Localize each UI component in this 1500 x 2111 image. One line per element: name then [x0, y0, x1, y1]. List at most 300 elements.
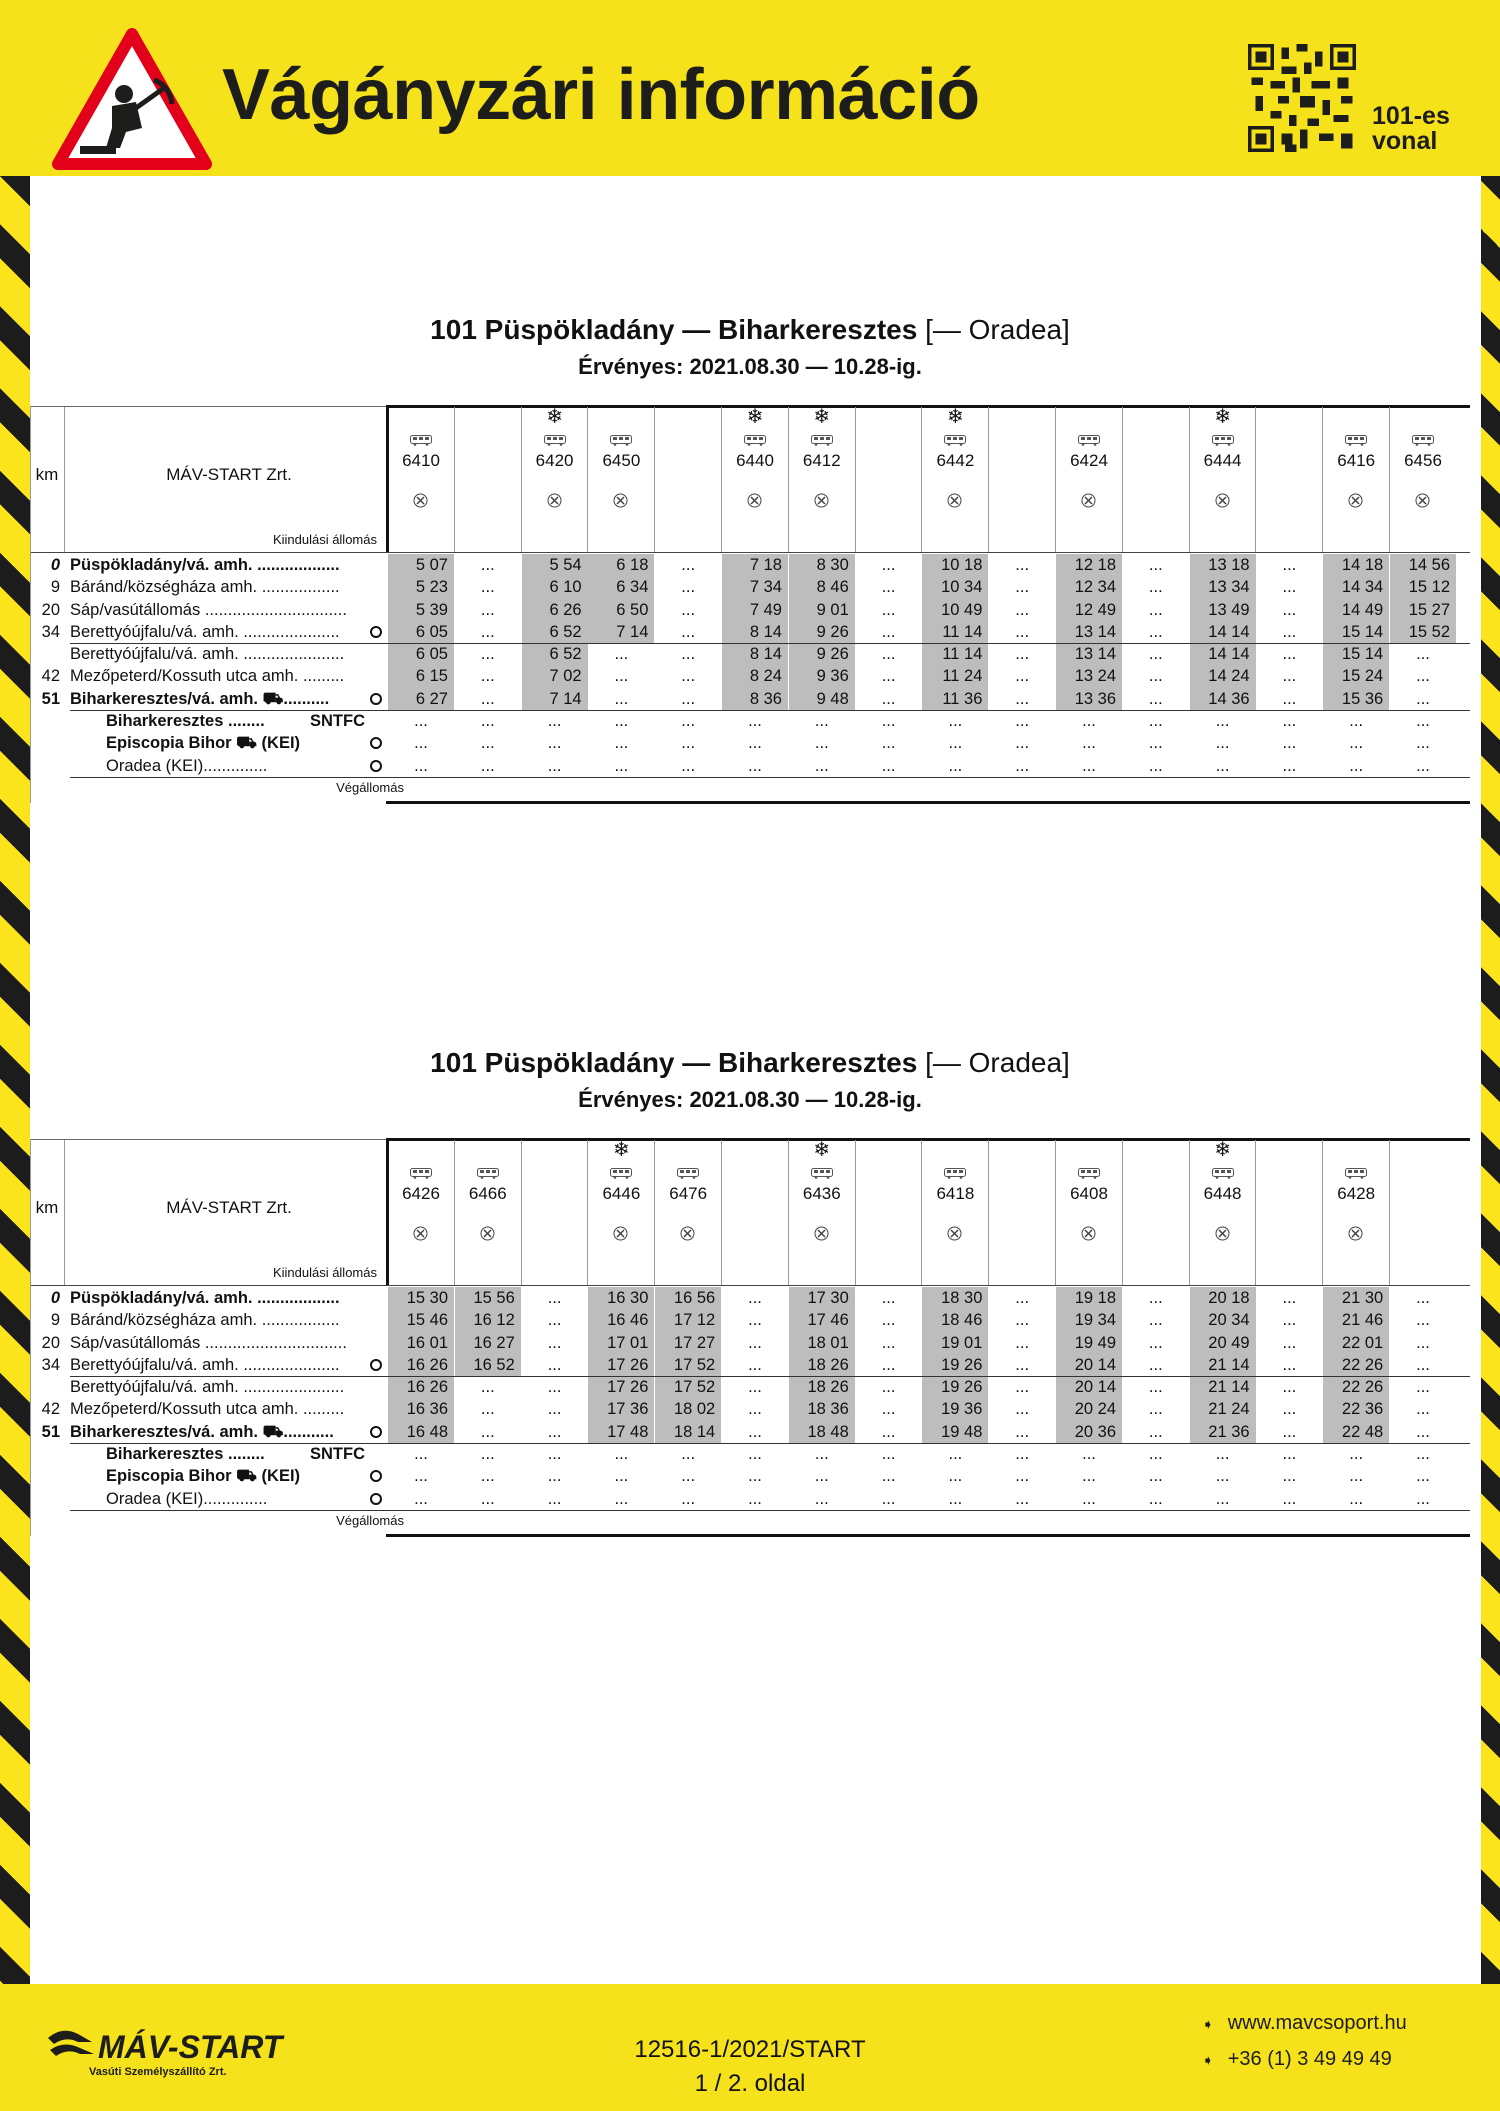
time-cell: ... — [1416, 1311, 1430, 1330]
time-cell: ... — [881, 1422, 896, 1441]
train-number: 6444 — [1203, 451, 1242, 470]
time-cell: ... — [1282, 1355, 1297, 1374]
time-cell: ... — [1282, 667, 1297, 686]
train-column — [388, 1140, 454, 1285]
time-cell: 19 34 — [1056, 1309, 1122, 1331]
time-cell: ... — [814, 1445, 829, 1464]
time-cell: 16 27 — [455, 1332, 521, 1354]
time-cell: ... — [1282, 756, 1297, 775]
time-cell: ... — [748, 1333, 762, 1352]
bus-icon — [1412, 433, 1434, 444]
time-cell: ... — [1015, 600, 1030, 619]
time-cell: ... — [1082, 1445, 1096, 1464]
table-row — [30, 1421, 1470, 1443]
time-cell: ... — [881, 1400, 896, 1419]
train-number: 6450 — [602, 451, 641, 470]
station-name: Biharkeresztes ........ — [106, 1445, 265, 1464]
time-cell: ... — [1282, 556, 1297, 574]
time-cell: 16 30 — [588, 1287, 654, 1309]
time-cell: ... — [814, 712, 829, 731]
time-cell: 11 36 — [922, 688, 988, 710]
time-cell: ... — [748, 1467, 762, 1486]
bus-icon — [811, 433, 833, 444]
time-cell: ... — [1015, 1333, 1030, 1352]
time-cell: ... — [480, 1467, 495, 1486]
train-column — [922, 407, 988, 552]
time-cell: 10 49 — [922, 599, 988, 621]
station-name: Berettyóújfalu/vá. amh. ...................... — [70, 1378, 345, 1397]
time-cell: 13 14 — [1056, 643, 1122, 665]
station-name: Berettyóújfalu/vá. amh. ..................... — [70, 1355, 340, 1374]
stop-circle-icon — [370, 1359, 382, 1371]
time-cell: ... — [681, 734, 696, 753]
time-cell: ... — [480, 578, 495, 597]
station-name: Báránd/községháza amh. ................. — [70, 578, 340, 597]
time-cell: ... — [1416, 1289, 1430, 1307]
time-cell: ... — [881, 689, 896, 708]
time-cell: 6 27 — [388, 688, 454, 710]
time-cell: ... — [480, 1422, 495, 1441]
time-cell: ... — [547, 1422, 562, 1441]
station-name: Episcopia Bihor ⛟ (KEI) — [106, 734, 301, 753]
time-cell: ... — [681, 622, 696, 641]
time-cell: 17 46 — [789, 1309, 855, 1331]
time-cell: ... — [681, 712, 696, 731]
time-cell: 19 18 — [1056, 1287, 1122, 1309]
time-cell: 13 18 — [1190, 554, 1256, 576]
time-cell: 20 49 — [1190, 1332, 1256, 1354]
time-cell: ... — [1416, 667, 1430, 686]
service-symbol-icon — [1081, 1226, 1096, 1241]
time-cell: 17 26 — [588, 1354, 654, 1376]
train-column — [1056, 1140, 1122, 1285]
time-cell: 22 26 — [1323, 1354, 1389, 1376]
time-cell: ... — [480, 1489, 495, 1508]
time-cell: 7 14 — [588, 621, 654, 643]
train-column — [522, 407, 588, 552]
time-cell: 17 01 — [588, 1332, 654, 1354]
time-cell: ... — [1148, 667, 1163, 686]
time-cell: ... — [1416, 1445, 1430, 1464]
time-cell: ... — [614, 1489, 629, 1508]
time-cell: ... — [881, 1445, 896, 1464]
train-number: 6456 — [1404, 451, 1442, 470]
time-cell: ... — [1215, 756, 1230, 775]
time-cell: ... — [1015, 1445, 1030, 1464]
time-cell: ... — [748, 1445, 762, 1464]
time-cell: 8 36 — [722, 688, 788, 710]
train-column — [856, 407, 922, 552]
time-cell: ... — [1282, 1489, 1297, 1508]
website-link[interactable]: ➧ www.mavcsoport.hu — [1202, 2012, 1407, 2034]
time-cell: ... — [881, 1378, 896, 1397]
table-row — [30, 643, 1470, 665]
time-cell: ... — [748, 756, 762, 775]
service-symbol-icon — [947, 1226, 962, 1241]
time-cell: ... — [1015, 645, 1030, 664]
bus-icon — [677, 1166, 699, 1177]
time-cell: 9 36 — [789, 665, 855, 687]
time-cell: 6 15 — [388, 665, 454, 687]
time-cell: ... — [414, 756, 428, 775]
service-symbol-icon — [680, 1226, 695, 1241]
time-cell: 6 34 — [588, 576, 654, 598]
time-cell: ... — [1349, 734, 1364, 753]
timetable-2-title: 101 Püspökladány — Biharkeresztes [— Oradea] — [430, 1047, 1070, 1078]
train-number: 6446 — [602, 1184, 641, 1203]
time-cell: ... — [881, 1489, 896, 1508]
time-cell: 15 36 — [1323, 688, 1389, 710]
stop-circle-icon — [370, 626, 382, 638]
time-cell: 15 14 — [1323, 621, 1389, 643]
time-cell: ... — [1282, 1289, 1297, 1307]
time-cell: ... — [881, 734, 896, 753]
time-cell: 19 48 — [922, 1421, 988, 1443]
time-cell: 8 14 — [722, 621, 788, 643]
time-cell: ... — [1282, 1445, 1297, 1464]
time-cell: 18 01 — [789, 1332, 855, 1354]
km-header: km — [35, 1198, 59, 1217]
line-label: 101-es vonal — [1372, 102, 1450, 155]
snowflake-icon: ❄ — [746, 406, 764, 428]
time-cell: 9 48 — [789, 688, 855, 710]
time-cell: 13 34 — [1190, 576, 1256, 598]
bus-icon — [944, 433, 966, 444]
time-cell: ... — [547, 1355, 562, 1374]
time-cell: ... — [814, 1489, 829, 1508]
time-cell: ... — [1416, 645, 1430, 664]
train-number: 6466 — [468, 1184, 507, 1203]
time-cell: ... — [480, 689, 495, 708]
bus-icon — [1078, 1166, 1100, 1177]
time-cell: 22 36 — [1323, 1398, 1389, 1420]
time-cell: 16 26 — [388, 1354, 454, 1376]
time-cell: ... — [1148, 689, 1163, 708]
time-cell: ... — [1282, 1400, 1297, 1419]
timetable-1-title: 101 Püspökladány — Biharkeresztes [— Oradea] — [430, 314, 1070, 345]
service-symbol-icon — [1215, 1226, 1230, 1241]
time-cell: ... — [414, 1489, 428, 1508]
time-cell: ... — [681, 556, 696, 574]
train-column — [588, 407, 654, 552]
time-cell: 15 24 — [1323, 665, 1389, 687]
table-row — [30, 1354, 1470, 1376]
time-cell: ... — [1282, 622, 1297, 641]
km-value: 51 — [41, 1422, 60, 1441]
time-cell: ... — [1015, 1489, 1030, 1508]
time-cell: ... — [414, 712, 428, 731]
time-cell: ... — [1082, 756, 1096, 775]
time-cell: 12 34 — [1056, 576, 1122, 598]
km-value: 20 — [41, 600, 60, 619]
logo-subtitle: Vasúti Személyszállító Zrt. — [89, 2066, 227, 2078]
time-cell: ... — [1148, 1489, 1163, 1508]
km-value: 51 — [41, 689, 60, 708]
train-column — [1256, 407, 1322, 552]
time-cell: 5 54 — [522, 554, 588, 576]
time-cell: 14 56 — [1390, 554, 1456, 576]
time-cell: ... — [881, 645, 896, 664]
time-cell: ... — [1282, 1333, 1297, 1352]
service-symbol-icon — [613, 493, 628, 508]
time-cell: 21 36 — [1190, 1421, 1256, 1443]
table-row — [30, 1488, 1470, 1510]
header-band — [0, 0, 1500, 176]
time-cell: 14 34 — [1323, 576, 1389, 598]
time-cell: 15 12 — [1390, 576, 1456, 598]
time-cell: ... — [748, 1489, 762, 1508]
train-column — [856, 1140, 922, 1285]
operator-header: MÁV-START Zrt. — [166, 1198, 292, 1217]
time-cell: ... — [1282, 689, 1297, 708]
time-cell: ... — [1015, 1400, 1030, 1419]
logo-text: MÁV-START — [98, 2029, 283, 2065]
time-cell: ... — [1215, 712, 1230, 731]
bus-icon — [477, 1166, 499, 1177]
time-cell: ... — [1148, 622, 1163, 641]
timetable-header — [30, 406, 1470, 551]
time-cell: ... — [1282, 1422, 1297, 1441]
service-symbol-icon — [814, 1226, 829, 1241]
time-cell: ... — [681, 1489, 696, 1508]
arrow-icon: ➧ — [1202, 2016, 1214, 2032]
table-row — [30, 1332, 1470, 1354]
train-column — [455, 1140, 521, 1285]
time-cell: 14 14 — [1190, 621, 1256, 643]
time-cell: 9 26 — [789, 621, 855, 643]
time-cell: ... — [1015, 622, 1030, 641]
time-cell: ... — [881, 578, 896, 597]
station-name: Mezőpeterd/Kossuth utca amh. ......... — [70, 1400, 345, 1419]
time-cell: 8 30 — [789, 554, 855, 576]
time-cell: ... — [1148, 756, 1163, 775]
time-cell: 11 14 — [922, 643, 988, 665]
time-cell: ... — [814, 734, 829, 753]
km-value: 34 — [41, 622, 60, 641]
service-symbol-icon — [413, 1226, 428, 1241]
time-cell: ... — [1416, 1355, 1430, 1374]
time-cell: ... — [1416, 1400, 1430, 1419]
time-cell: ... — [948, 756, 963, 775]
time-cell: ... — [1148, 1333, 1163, 1352]
station-name: Mezőpeterd/Kossuth utca amh. ......... — [70, 667, 345, 686]
time-cell: ... — [881, 712, 896, 731]
time-cell: 18 46 — [922, 1309, 988, 1331]
time-cell: 5 39 — [388, 599, 454, 621]
stop-circle-icon — [370, 1426, 382, 1438]
time-cell: ... — [480, 1378, 495, 1397]
time-cell: ... — [748, 734, 762, 753]
snowflake-icon: ❄ — [1214, 406, 1231, 428]
time-cell: ... — [748, 1355, 762, 1374]
time-cell: ... — [681, 667, 696, 686]
train-number: 6448 — [1203, 1184, 1242, 1203]
table-row — [30, 732, 1470, 754]
time-cell: ... — [1282, 600, 1297, 619]
time-cell: 21 46 — [1323, 1309, 1389, 1331]
time-cell: ... — [1148, 600, 1163, 619]
train-column — [989, 407, 1055, 552]
qr-code-icon — [1248, 44, 1356, 152]
time-cell: 18 30 — [922, 1287, 988, 1309]
train-number: 6410 — [402, 451, 440, 470]
km-value: 42 — [41, 1400, 60, 1419]
table-row — [30, 688, 1470, 710]
table-row — [30, 1465, 1470, 1487]
table-row — [30, 1398, 1470, 1420]
time-cell: ... — [1148, 1311, 1163, 1330]
time-cell: ... — [1015, 689, 1030, 708]
train-column — [1256, 1140, 1322, 1285]
time-cell: 15 52 — [1390, 621, 1456, 643]
time-cell: ... — [614, 1445, 629, 1464]
time-cell: ... — [881, 622, 896, 641]
train-number: 6420 — [535, 451, 574, 470]
bus-icon — [811, 1166, 833, 1177]
time-cell: 13 36 — [1056, 688, 1122, 710]
bus-icon — [610, 433, 632, 444]
time-cell: 17 52 — [655, 1376, 721, 1398]
service-symbol-icon — [747, 493, 762, 508]
train-column — [1123, 1140, 1189, 1285]
service-symbol-icon — [1348, 1226, 1363, 1241]
time-cell: ... — [614, 667, 629, 686]
time-cell: 22 48 — [1323, 1421, 1389, 1443]
time-cell: ... — [1015, 556, 1030, 574]
bus-icon — [544, 433, 566, 444]
time-cell: 16 36 — [388, 1398, 454, 1420]
time-cell: ... — [547, 734, 562, 753]
time-cell: ... — [547, 1445, 562, 1464]
time-cell: 10 18 — [922, 554, 988, 576]
time-cell: 6 18 — [588, 554, 654, 576]
train-column — [588, 1140, 654, 1285]
train-number: 6426 — [402, 1184, 440, 1203]
stop-circle-icon — [370, 693, 382, 705]
construction-warning-icon — [52, 28, 212, 170]
time-cell: ... — [480, 667, 495, 686]
bus-icon — [610, 1166, 632, 1177]
time-cell: 21 30 — [1323, 1287, 1389, 1309]
bus-icon — [1212, 433, 1234, 444]
time-cell: ... — [1148, 578, 1163, 597]
time-cell: ... — [414, 734, 428, 753]
train-column — [1390, 1140, 1456, 1285]
time-cell: 21 14 — [1190, 1354, 1256, 1376]
station-name: Episcopia Bihor ⛟ (KEI) — [106, 1467, 301, 1486]
time-cell: 19 26 — [922, 1354, 988, 1376]
time-cell: 18 26 — [789, 1354, 855, 1376]
time-cell: 15 30 — [388, 1287, 454, 1309]
arrow-icon: ➧ — [1202, 2052, 1214, 2068]
time-cell: ... — [681, 756, 696, 775]
time-cell: 20 34 — [1190, 1309, 1256, 1331]
time-cell: ... — [881, 756, 896, 775]
time-cell: ... — [1148, 1355, 1163, 1374]
time-cell: ... — [614, 689, 629, 708]
train-number: 6428 — [1337, 1184, 1376, 1203]
time-cell: ... — [948, 1467, 963, 1486]
time-cell: ... — [1148, 645, 1163, 664]
time-cell: 20 14 — [1056, 1354, 1122, 1376]
time-cell: 5 23 — [388, 576, 454, 598]
bus-icon — [410, 433, 432, 444]
time-cell: ... — [480, 756, 495, 775]
time-cell: 16 01 — [388, 1332, 454, 1354]
time-cell: ... — [1282, 734, 1297, 753]
stop-circle-icon — [370, 760, 382, 772]
time-cell: 12 18 — [1056, 554, 1122, 576]
time-cell: ... — [1015, 1311, 1030, 1330]
time-cell: ... — [547, 1311, 562, 1330]
phone-number[interactable]: ➧ +36 (1) 3 49 49 49 — [1202, 2048, 1392, 2070]
timetable-rows — [30, 1287, 1470, 1510]
train-column — [1390, 407, 1456, 552]
document-number: 12516-1/2021/START — [634, 2036, 866, 2063]
bus-icon — [410, 1166, 432, 1177]
time-cell: ... — [1215, 1489, 1230, 1508]
time-cell: 15 27 — [1390, 599, 1456, 621]
time-cell: 20 36 — [1056, 1421, 1122, 1443]
station-name: Sáp/vasútállomás ............................... — [70, 600, 347, 619]
timetable-1-validity: Érvényes: 2021.08.30 — 10.28-ig. — [578, 354, 922, 379]
time-cell: 21 24 — [1190, 1398, 1256, 1420]
time-cell: ... — [1015, 756, 1030, 775]
time-cell: ... — [1349, 756, 1364, 775]
time-cell: ... — [1349, 712, 1364, 731]
time-cell: 6 50 — [588, 599, 654, 621]
table-row — [30, 576, 1470, 598]
train-column — [522, 1140, 588, 1285]
time-cell: ... — [881, 1289, 896, 1307]
train-column — [1323, 1140, 1389, 1285]
time-cell: 14 14 — [1190, 643, 1256, 665]
table-row — [30, 554, 1470, 576]
train-number: 6436 — [802, 1184, 841, 1203]
time-cell: ... — [480, 1400, 495, 1419]
time-cell: ... — [1215, 734, 1230, 753]
time-cell: 19 01 — [922, 1332, 988, 1354]
time-cell: 16 52 — [455, 1354, 521, 1376]
table-row — [30, 621, 1470, 643]
time-cell: ... — [1015, 1422, 1030, 1441]
time-cell: ... — [1349, 1467, 1364, 1486]
train-number: 6476 — [669, 1184, 708, 1203]
train-column — [789, 407, 855, 552]
time-cell: ... — [1416, 756, 1430, 775]
time-cell: 7 34 — [722, 576, 788, 598]
time-cell: ... — [547, 712, 562, 731]
snowflake-icon: ❄ — [947, 406, 964, 428]
bus-icon — [1078, 433, 1100, 444]
time-cell: 20 18 — [1190, 1287, 1256, 1309]
start-label: Kiindulási állomás — [272, 532, 377, 547]
service-symbol-icon — [1215, 493, 1230, 508]
time-cell: 20 14 — [1056, 1376, 1122, 1398]
km-value: 9 — [50, 1311, 60, 1330]
train-number: 6418 — [936, 1184, 975, 1203]
time-cell: ... — [1416, 1378, 1430, 1397]
snowflake-icon: ❄ — [813, 1139, 831, 1161]
train-column — [989, 1140, 1055, 1285]
time-cell: 13 14 — [1056, 621, 1122, 643]
time-cell: ... — [881, 1467, 896, 1486]
bus-icon — [1345, 1166, 1367, 1177]
service-symbol-icon — [947, 493, 962, 508]
bus-icon — [1212, 1166, 1234, 1177]
time-cell: 21 14 — [1190, 1376, 1256, 1398]
time-cell: 7 02 — [522, 665, 588, 687]
